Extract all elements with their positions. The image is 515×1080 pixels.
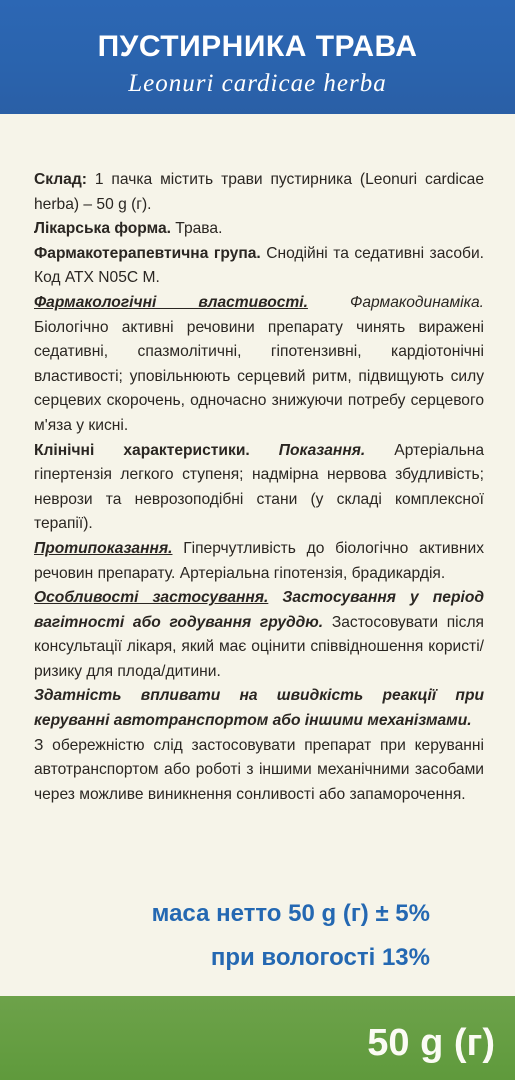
driving-text: З обережністю слід застосовувати препарат при керуванні автотранспортом або роботі з іншими механічними засобами через можливе виникнення сонливості або запаморочення.	[34, 736, 484, 803]
properties-sublabel: Фармакодинаміка.	[307, 293, 484, 311]
footer-band	[0, 996, 515, 1080]
special-paragraph	[34, 586, 484, 684]
net-mass: маса нетто 50 g (г) ± 5%	[151, 900, 430, 927]
properties-label: Фармакологічні властивості.	[34, 293, 308, 311]
header-band	[0, 0, 515, 114]
product-latin-name: Leonuri cardicae herba	[128, 70, 387, 97]
product-title: ПУСТИРНИКА ТРАВА	[97, 30, 418, 63]
properties-paragraph	[34, 291, 484, 439]
clinical-paragraph	[34, 439, 484, 537]
indications-text: Артеріальна гіпертензія легкого ступеня; надмірна нервова збудливість; неврози та неврозоподібні стани (у складі комплексної терапії).	[34, 441, 484, 533]
form-text: Трава.	[170, 220, 223, 238]
clinical-label: Клінічні характеристики.	[34, 441, 250, 459]
form-paragraph	[34, 217, 484, 242]
group-paragraph	[34, 242, 484, 291]
pregnancy-text: Застосовувати після консультації лікаря, який має оцінити співвідношення користі/ризику для плода/дитини.	[34, 613, 484, 680]
footer-weight: 50 g (г)	[367, 1022, 495, 1064]
composition-label: Склад:	[34, 171, 87, 188]
indications-label: Показання.	[249, 441, 366, 459]
net-moisture: при вологості 13%	[210, 944, 430, 971]
contraindications-text: Гіперчутливість до біологічно активних речовин препарату. Артеріальна гіпотензія, брадикардія.	[34, 539, 484, 582]
contraindications-paragraph	[34, 537, 484, 586]
leaflet-text	[34, 168, 484, 807]
composition-paragraph	[34, 168, 484, 217]
driving-text-paragraph	[34, 734, 484, 808]
driving-label: Здатність впливати на швидкість реакції при керуванні автотранспортом або іншими механізмами.	[34, 687, 484, 730]
form-label: Лікарська форма.	[34, 220, 171, 238]
properties-text: Біологічно активні речовини препарату чинять виражені седативні, спазмолітичні, гіпотензивні, кардіотонічні властивості; уповільнюють серцевий ритм, підвищують силу серцевих скорочень, одночасно знижуючи потребу серцевого м'яза у кисні.	[34, 318, 484, 434]
driving-paragraph	[34, 684, 484, 733]
pregnancy-label: Застосування у період вагітності або годування груддю.	[34, 589, 484, 631]
group-text: Снодійні та седативні засоби. Код АТХ N05C M.	[34, 244, 484, 287]
group-label: Фармакотерапевтична група.	[34, 244, 261, 262]
special-label: Особливості застосування.	[34, 589, 269, 607]
composition-text: 1 пачка містить трави пустирника (Leonuri cardicae herba) – 50 g (г).	[34, 171, 484, 213]
contraindications-label: Протипоказання.	[34, 539, 173, 557]
